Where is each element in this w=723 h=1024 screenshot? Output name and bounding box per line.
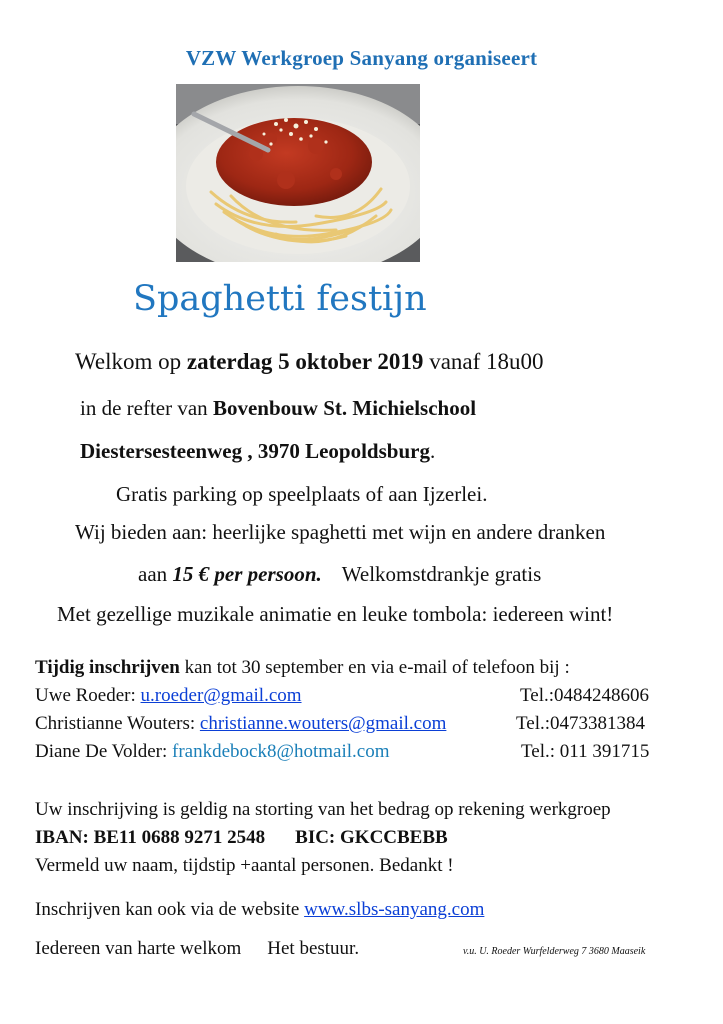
payment-instructions: Vermeld uw naam, tijdstip +aantal personen. Bedankt ! bbox=[35, 855, 454, 876]
venue-address: Diestersesteenweg , 3970 Leopoldsburg bbox=[80, 439, 430, 463]
offer-line: Wij bieden aan: heerlijke spaghetti met wijn en andere dranken bbox=[75, 520, 606, 544]
contact-name: Diane De Volder: bbox=[35, 741, 168, 762]
price-amount: 15 € per persoon. bbox=[172, 562, 322, 586]
contact-email-link[interactable]: frankdebock8@hotmail.com bbox=[172, 741, 390, 762]
parking-line: Gratis parking op speelplaats of aan Ijzerlei. bbox=[116, 482, 488, 506]
footer-line bbox=[35, 938, 359, 960]
payment-validity: Uw inschrijving is geldig na storting van het bedrag op rekening werkgroep bbox=[35, 799, 611, 820]
event-title: Spaghetti festijn bbox=[133, 279, 427, 319]
organizer-heading: VZW Werkgroep Sanyang organiseert bbox=[185, 46, 538, 70]
event-date: zaterdag 5 oktober 2019 bbox=[186, 349, 424, 374]
registration-line bbox=[35, 657, 570, 679]
welcome-line bbox=[75, 349, 544, 375]
event-time: vanaf 18u00 bbox=[429, 349, 544, 374]
website-link[interactable]: www.slbs-sanyang.com bbox=[304, 899, 485, 920]
contact-phone: Tel.: 011 391715 bbox=[521, 741, 650, 762]
contact-email-link[interactable]: christianne.wouters@gmail.com bbox=[199, 713, 447, 734]
footer-welcome: Iedereen van harte welkom bbox=[35, 938, 242, 959]
contact-row bbox=[35, 685, 302, 707]
contact-name: Uwe Roeder: bbox=[35, 685, 136, 706]
address-suffix: . bbox=[429, 439, 436, 463]
website-line bbox=[35, 899, 484, 921]
entertainment-line: Met gezellige muzikale animatie en leuke tombola: iedereen wint! bbox=[57, 602, 614, 626]
venue-line bbox=[80, 396, 476, 421]
price-line bbox=[138, 562, 541, 587]
address-line bbox=[80, 439, 435, 464]
footer-signature: Het bestuur. bbox=[267, 938, 360, 959]
price-prefix: aan bbox=[138, 562, 168, 586]
contact-name: Christianne Wouters: bbox=[35, 713, 196, 734]
registration-deadline-label: Tijdig inschrijven bbox=[35, 657, 180, 678]
spaghetti-photo bbox=[176, 84, 420, 262]
contact-phone: Tel.:0484248606 bbox=[520, 685, 650, 706]
spaghetti-plate-illustration bbox=[176, 84, 420, 262]
welcome-prefix: Welkom op bbox=[75, 349, 182, 374]
contact-row bbox=[35, 741, 390, 763]
contact-row bbox=[35, 713, 446, 735]
contact-phone: Tel.:0473381384 bbox=[516, 713, 646, 734]
venue-prefix: in de refter van bbox=[80, 396, 208, 420]
welcome-drink: Welkomstdrankje gratis bbox=[341, 562, 542, 586]
bank-details bbox=[35, 827, 448, 849]
venue-name: Bovenbouw St. Michielschool bbox=[212, 396, 477, 420]
registration-deadline-text: kan tot 30 september en via e-mail of telefoon bij : bbox=[184, 657, 570, 678]
iban: IBAN: BE11 0688 9271 2548 bbox=[35, 827, 266, 848]
contact-email-link[interactable]: u.roeder@gmail.com bbox=[140, 685, 302, 706]
website-text: Inschrijven kan ook via de website bbox=[35, 899, 300, 920]
publisher-note: v.u. U. Roeder Wurfelderweg 7 3680 Maaseik bbox=[463, 946, 646, 957]
bic: BIC: GKCCBEBB bbox=[295, 827, 448, 848]
